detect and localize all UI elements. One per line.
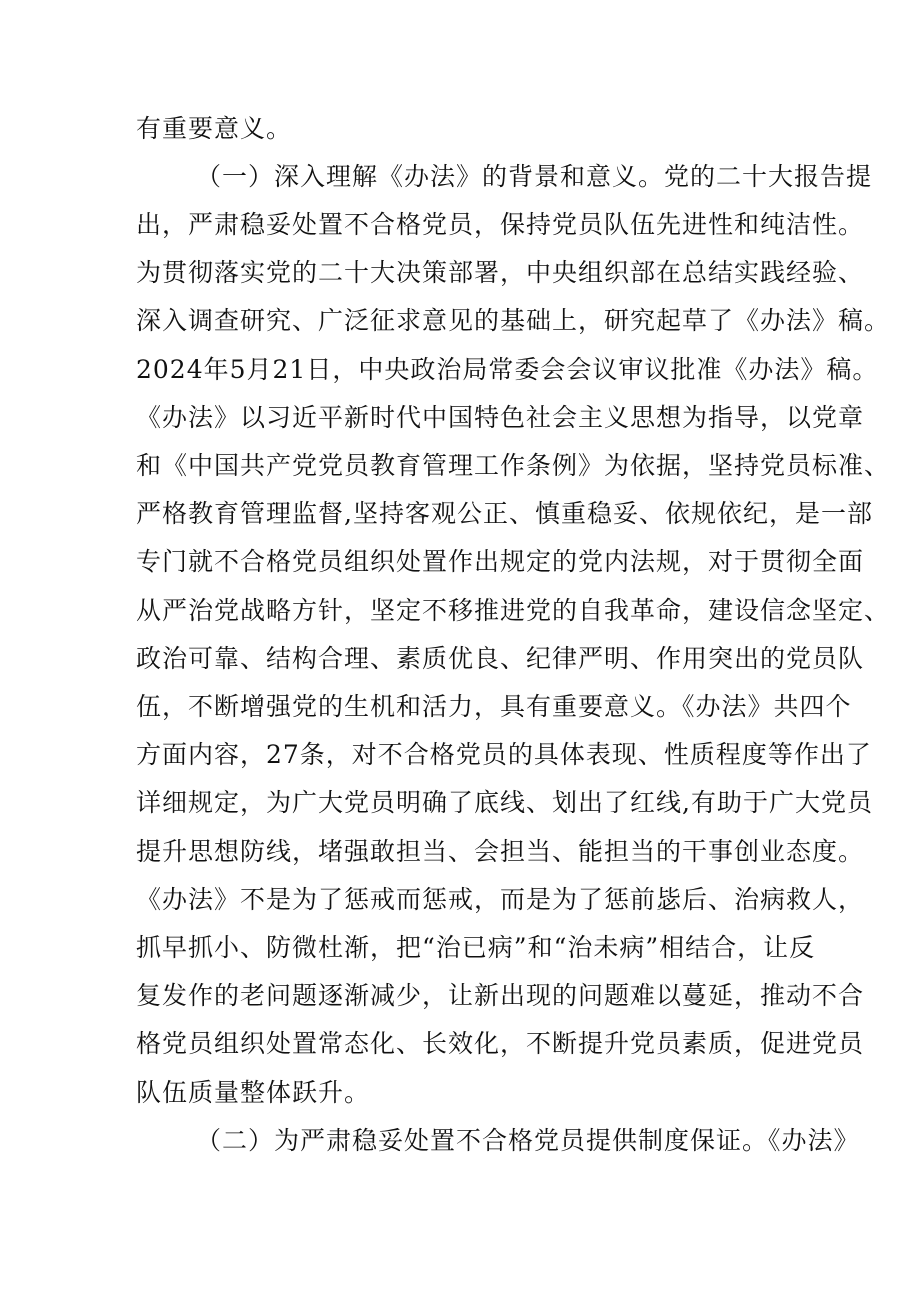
text-line: 伍，不断增强党的生机和活力，具有重要意义。《办法》共四个 [136, 692, 852, 721]
section-heading-1: （一）深入理解《办法》的背景和意义。党的二十大报告提 [196, 162, 873, 191]
text-line: 格党员组织处置常态化、长效化，不断提升党员素质，促进党员 [136, 1029, 865, 1058]
text-line: 《办法》以习近平新时代中国特色社会主义思想为指导，以党章 [136, 403, 865, 432]
text-line: 从严治党战略方针，坚定不移推进党的自我革命，建设信念坚定、 [136, 596, 891, 625]
text-line: 抓早抓小、防微杜渐，把“治已病”和“治未病”相结合，让反 [136, 933, 816, 962]
text-line: 2024年5月21日，中央政治局常委会会议审议批准《办法》稿。 [136, 355, 879, 384]
text-line: 《办法》不是为了惩戒而惩戒，而是为了惩前毖后、治病救人， [136, 885, 865, 914]
section-heading-2: （二）为严肃稳妥处置不合格党员提供制度保证。《办法》 [196, 1126, 860, 1155]
text-line: 提升思想防线，堵强敢担当、会担当、能担当的干事创业态度。 [136, 837, 865, 866]
text-line: 为贯彻落实党的二十大决策部署，中央组织部在总结实践经验、 [136, 258, 865, 287]
text-line: 和《中国共产党党员教育管理工作条例》为依据，坚持党员标准、 [136, 451, 891, 480]
text-line: 深入调查研究、广泛征求意见的基础上，研究起草了《办法》稿。 [136, 306, 891, 335]
text-line: 复发作的老问题逐渐减少，让新出现的问题难以蔓延，推动不合 [136, 981, 865, 1010]
text-line: 专门就不合格党员组织处置作出规定的党内法规，对于贯彻全面 [136, 547, 865, 576]
text-line: 政治可靠、结构合理、素质优良、纪律严明、作用突出的党员队 [136, 644, 865, 673]
text-line: 详细规定，为广大党员明确了底线、划出了红线,有助于广大党员 [136, 788, 873, 817]
text-line: 方面内容，27条，对不合格党员的具体表现、性质程度等作出了 [136, 740, 872, 769]
text-line: 队伍质量整体跃升。 [136, 1078, 371, 1107]
text-line: 有重要意义。 [136, 114, 293, 143]
text-line: 出，严肃稳妥处置不合格党员，保持党员队伍先进性和纯洁性。 [136, 210, 865, 239]
text-line: 严格教育管理监督,坚持客观公正、慎重稳妥、依规依纪，是一部 [136, 499, 873, 528]
